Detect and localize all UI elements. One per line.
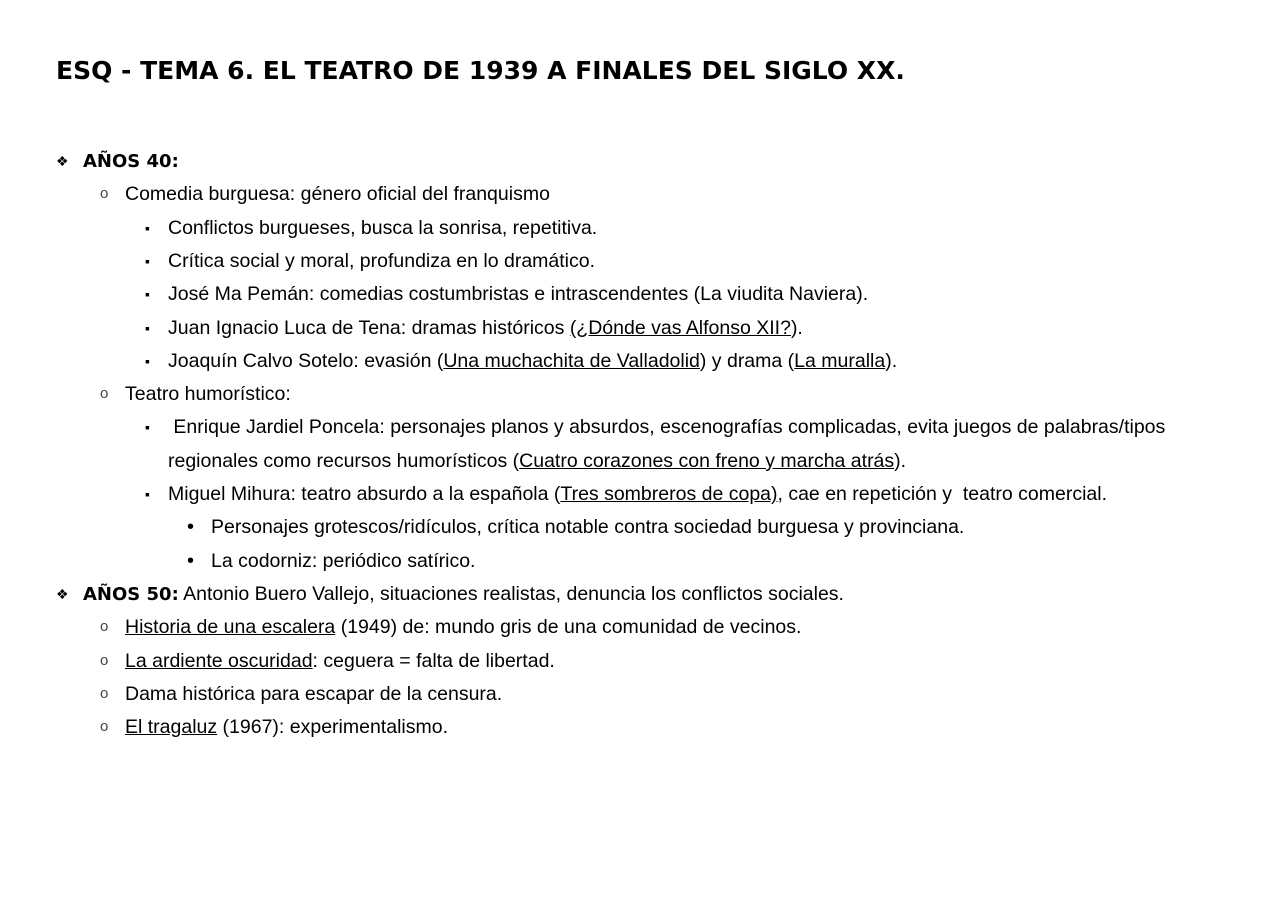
text-segment: ). <box>790 316 803 339</box>
outline-item <box>56 146 179 176</box>
outline-item <box>145 313 803 343</box>
text-segment: Personajes grotescos/ridículos, crítica notable contra sociedad burguesa y provinciana. <box>211 516 965 539</box>
text-segment: Enrique Jardiel Poncela: personajes planos y absurdos, escenografías complicadas, evita juegos de palabras/tipos <box>168 416 1166 439</box>
bullet-icon: o <box>100 651 109 669</box>
text-segment: Juan Ignacio Luca de Tena: dramas históricos <box>168 316 570 339</box>
outline-item <box>100 379 291 409</box>
bullet-icon: ▪ <box>145 219 150 236</box>
outline-item <box>145 213 598 243</box>
bullet-icon: o <box>100 684 109 702</box>
text-segment: Crítica social y moral, profundiza en lo dramático. <box>168 249 596 272</box>
outline-item <box>145 346 898 376</box>
work-title: El tragaluz <box>125 716 218 739</box>
bullet-icon: ▪ <box>145 252 150 269</box>
outline-item <box>168 446 906 476</box>
bullet-icon: • <box>187 516 195 539</box>
text-segment: Teatro humorístico: <box>125 383 291 406</box>
work-title: Una muchachita de Valladolid <box>443 349 700 372</box>
work-title: Tres sombreros de copa) <box>560 483 778 505</box>
work-title: La ardiente oscuridad <box>125 649 313 672</box>
bullet-icon: ▪ <box>145 286 150 303</box>
bullet-icon: ❖ <box>56 153 69 169</box>
outline-item <box>187 546 476 576</box>
section-heading: AÑOS 50: <box>83 583 179 605</box>
bullet-icon: o <box>100 185 109 203</box>
outline-item <box>56 579 844 609</box>
bullet-icon: o <box>100 385 109 403</box>
work-title: (¿Dónde vas Alfonso XII? <box>569 316 791 339</box>
text-segment: Joaquín Calvo Sotelo: evasión ( <box>168 349 444 372</box>
bullet-icon: • <box>187 549 195 572</box>
outline-item <box>145 412 1166 442</box>
outline-item <box>100 646 555 676</box>
bullet-icon: o <box>100 618 109 636</box>
outline-item <box>100 712 448 742</box>
work-title: Cuatro corazones con freno y marcha atrás <box>519 449 895 472</box>
work-title: Historia de una escalera <box>125 616 336 639</box>
text-segment: Comedia burguesa: género oficial del franquismo <box>125 183 550 206</box>
outline-item <box>145 479 1107 509</box>
bullet-icon: ▪ <box>145 352 150 369</box>
work-title: La muralla <box>794 349 886 372</box>
text-segment: ). <box>885 349 898 372</box>
outline-item <box>100 612 802 642</box>
bullet-icon: ▪ <box>145 319 150 336</box>
outline-item <box>100 679 503 709</box>
text-segment: Miguel Mihura: teatro absurdo a la española ( <box>168 483 561 505</box>
text-segment: Dama histórica para escapar de la censura. <box>125 682 503 705</box>
text-segment: : ceguera = falta de libertad. <box>312 649 555 672</box>
document-title: ESQ - TEMA 6. EL TEATRO DE 1939 A FINALES DEL SIGLO XX. <box>56 56 905 85</box>
bullet-icon: ▪ <box>145 486 150 502</box>
text-segment: (1967): experimentalismo. <box>217 716 448 739</box>
bullet-icon: ❖ <box>56 585 69 602</box>
text-segment: Conflictos burgueses, busca la sonrisa, repetitiva. <box>168 216 598 239</box>
outline-item <box>145 246 596 276</box>
text-segment: Antonio Buero Vallejo, situaciones realistas, denuncia los conflictos sociales. <box>178 582 844 605</box>
text-segment: (1949) de: mundo gris de una comunidad de vecinos. <box>335 616 802 639</box>
bullet-icon: o <box>100 718 109 736</box>
text-segment: , cae en repetición y teatro comercial. <box>777 483 1107 505</box>
bullet-icon: ▪ <box>145 419 150 436</box>
text-segment: ). <box>894 449 907 472</box>
text-segment: José Ma Pemán: comedias costumbristas e intrascendentes (La viudita Naviera). <box>168 283 869 306</box>
outline-item <box>187 512 965 542</box>
text-segment: regionales como recursos humorísticos ( <box>168 449 520 472</box>
text-segment: ) y drama ( <box>699 349 795 372</box>
outline-item <box>100 179 550 209</box>
outline-item <box>145 279 869 309</box>
section-heading: AÑOS 40: <box>83 151 179 172</box>
text-segment: La codorniz: periódico satírico. <box>211 549 476 572</box>
